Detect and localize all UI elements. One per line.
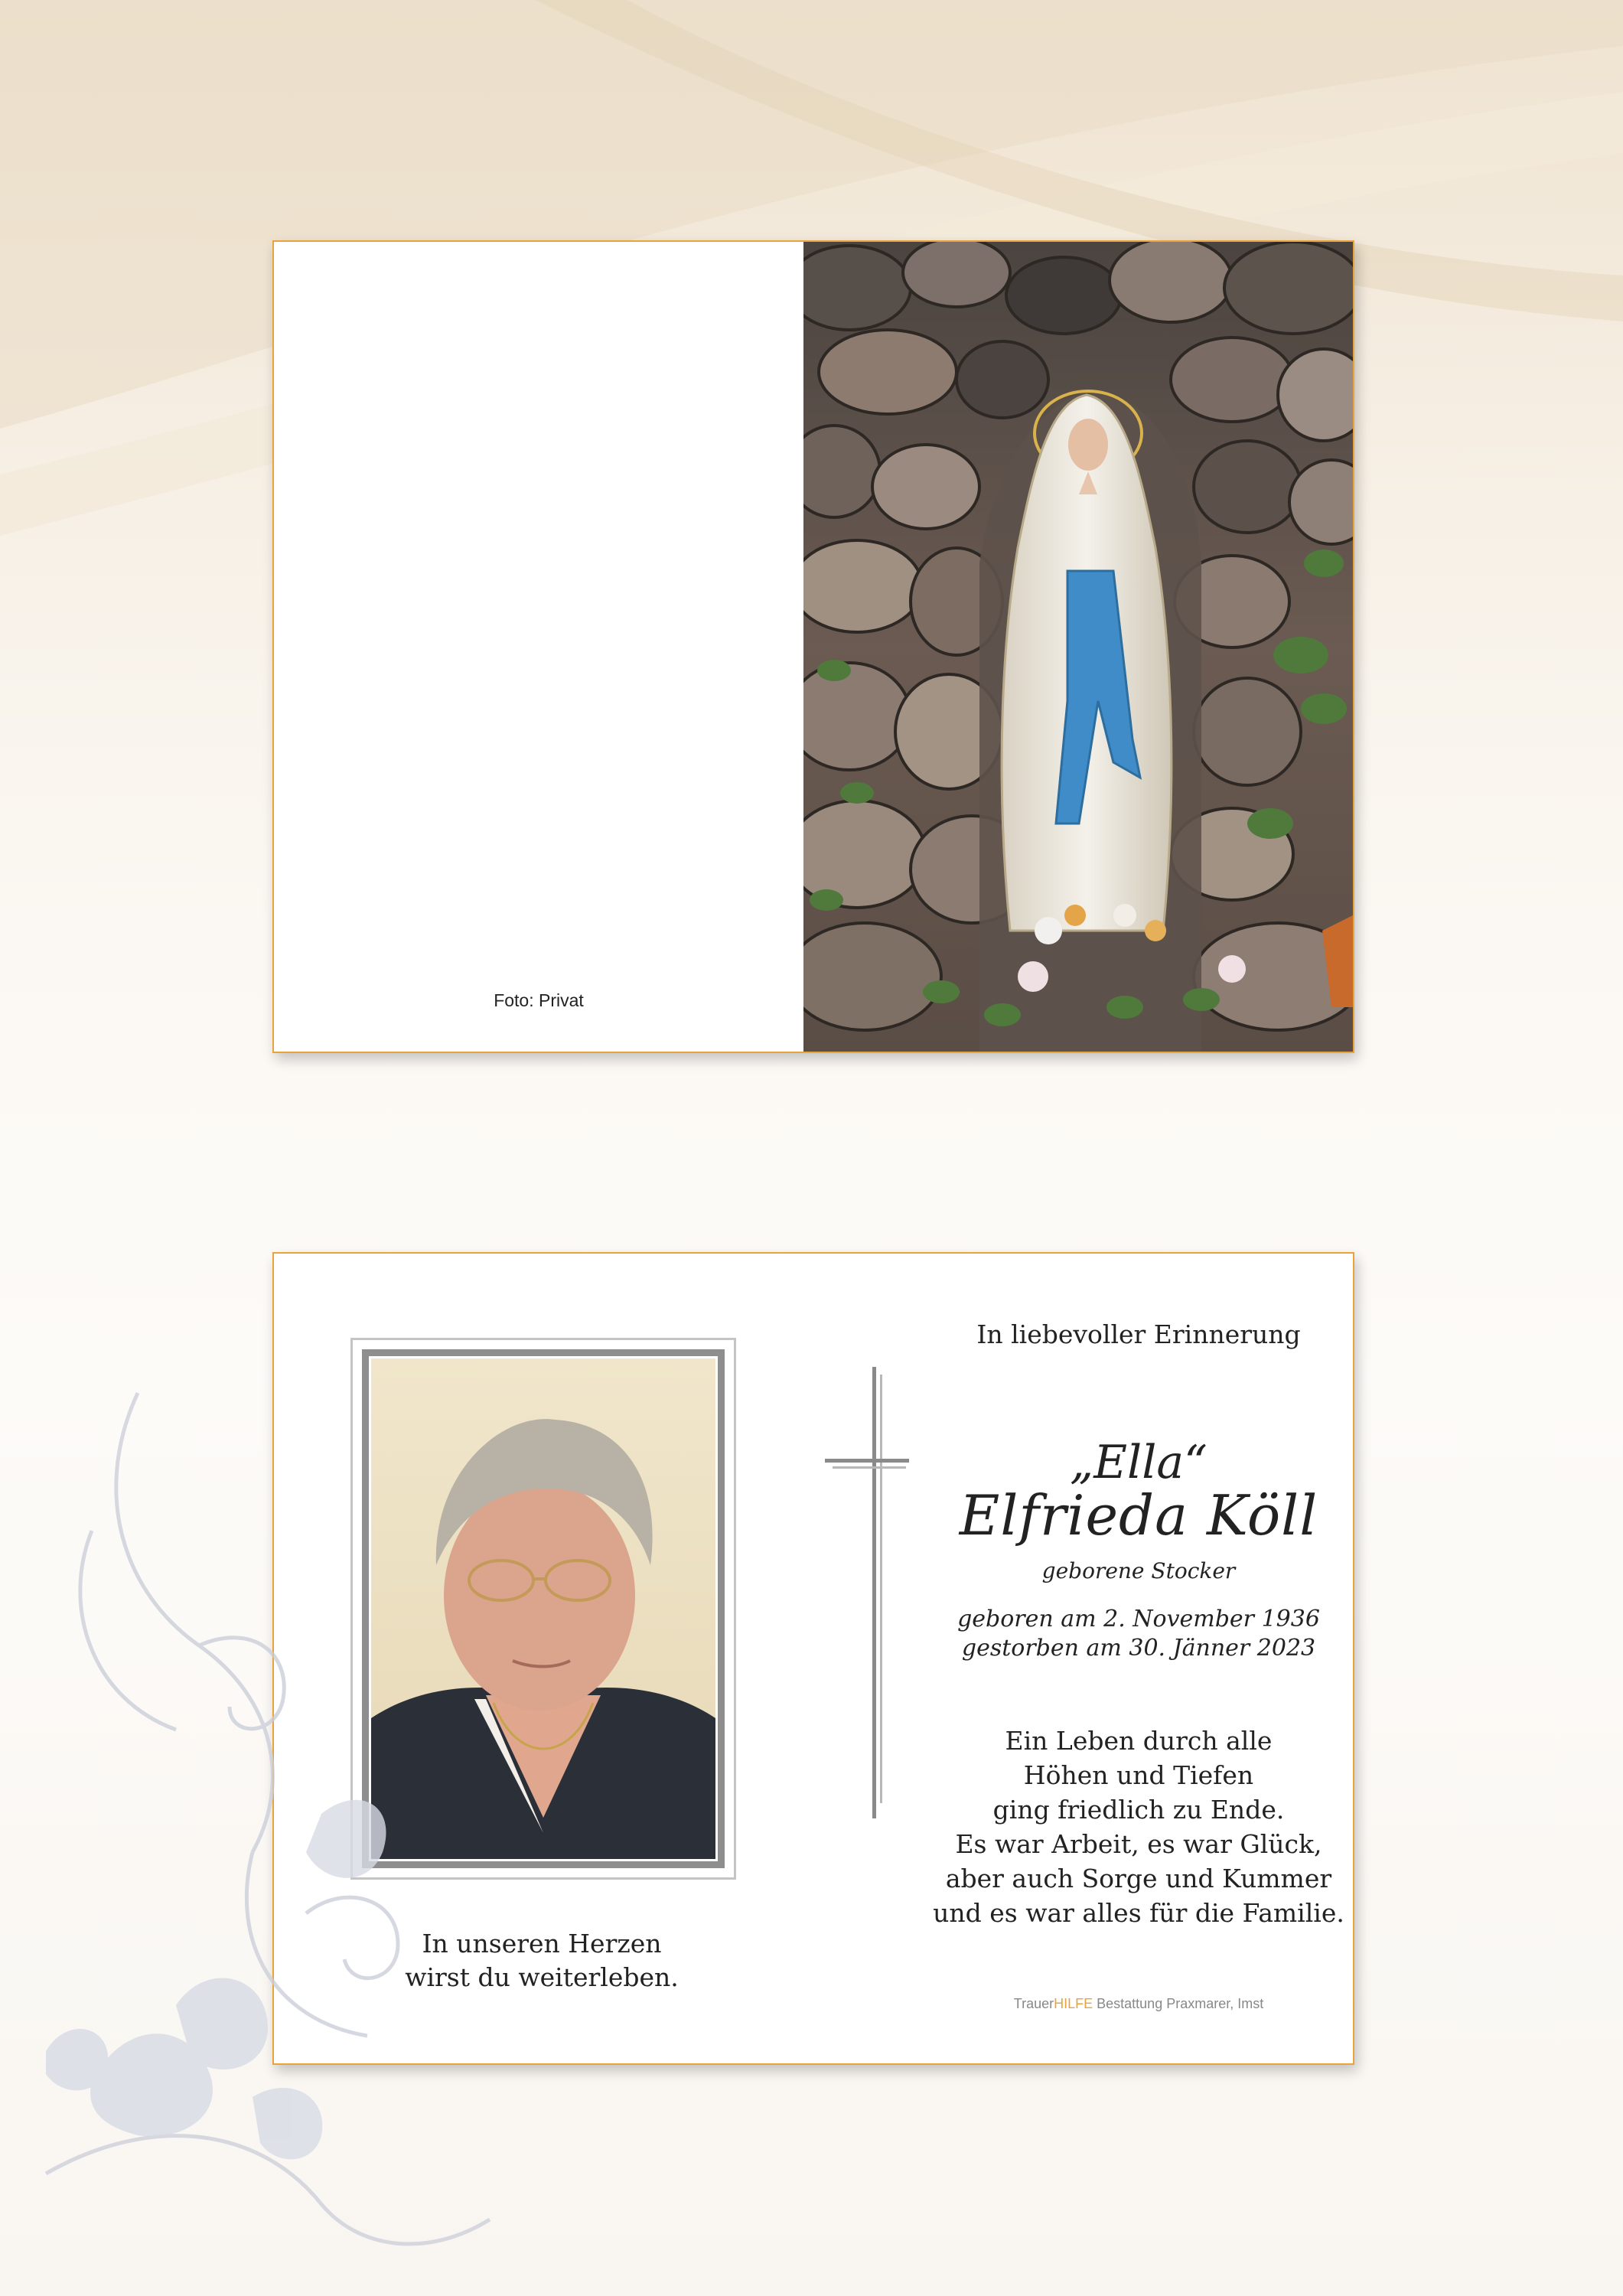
cross-icon <box>825 1361 909 1820</box>
footer-suffix: Bestattung Praxmarer, Imst <box>1093 1996 1264 2011</box>
verse-line: und es war alles für die Familie. <box>933 1898 1344 1928</box>
memorial-phrase <box>381 1927 702 1994</box>
birth-name: geborene Stocker <box>1041 1558 1236 1583</box>
intro-heading: In liebevoller Erinnerung <box>976 1319 1301 1349</box>
card-front <box>272 240 1354 1053</box>
card-front-blank-panel <box>274 242 803 1052</box>
nickname: „Ella“ <box>1070 1436 1207 1489</box>
verse-line: aber auch Sorge und Kummer <box>945 1864 1332 1893</box>
funeral-home-credit <box>932 1996 1345 2012</box>
memorial-phrase-line-2: wirst du weiterleben. <box>405 1962 679 1992</box>
verse-line: Es war Arbeit, es war Glück, <box>955 1829 1322 1859</box>
footer-prefix: Trauer <box>1013 1996 1054 2011</box>
deceased-name: Elfrieda Köll <box>959 1483 1318 1548</box>
verse-line: ging friedlich zu Ende. <box>992 1795 1285 1825</box>
madonna-grotto-image <box>803 242 1353 1052</box>
birth-date: geboren am 2. November 1936 <box>957 1606 1320 1632</box>
footer-accent: HILFE <box>1054 1996 1093 2011</box>
death-date: gestorben am 30. Jänner 2023 <box>961 1635 1316 1662</box>
verse <box>917 1724 1361 1930</box>
verse-line: Höhen und Tiefen <box>1023 1760 1254 1790</box>
portrait-frame <box>350 1338 736 1880</box>
card-inner <box>272 1252 1354 2065</box>
portrait-frame-inner <box>362 1349 725 1868</box>
photo-credit: Foto: Privat <box>494 990 584 1010</box>
portrait-photo <box>371 1358 715 1859</box>
verse-line: Ein Leben durch alle <box>1005 1726 1273 1756</box>
memorial-phrase-line-1: In unseren Herzen <box>422 1929 662 1958</box>
